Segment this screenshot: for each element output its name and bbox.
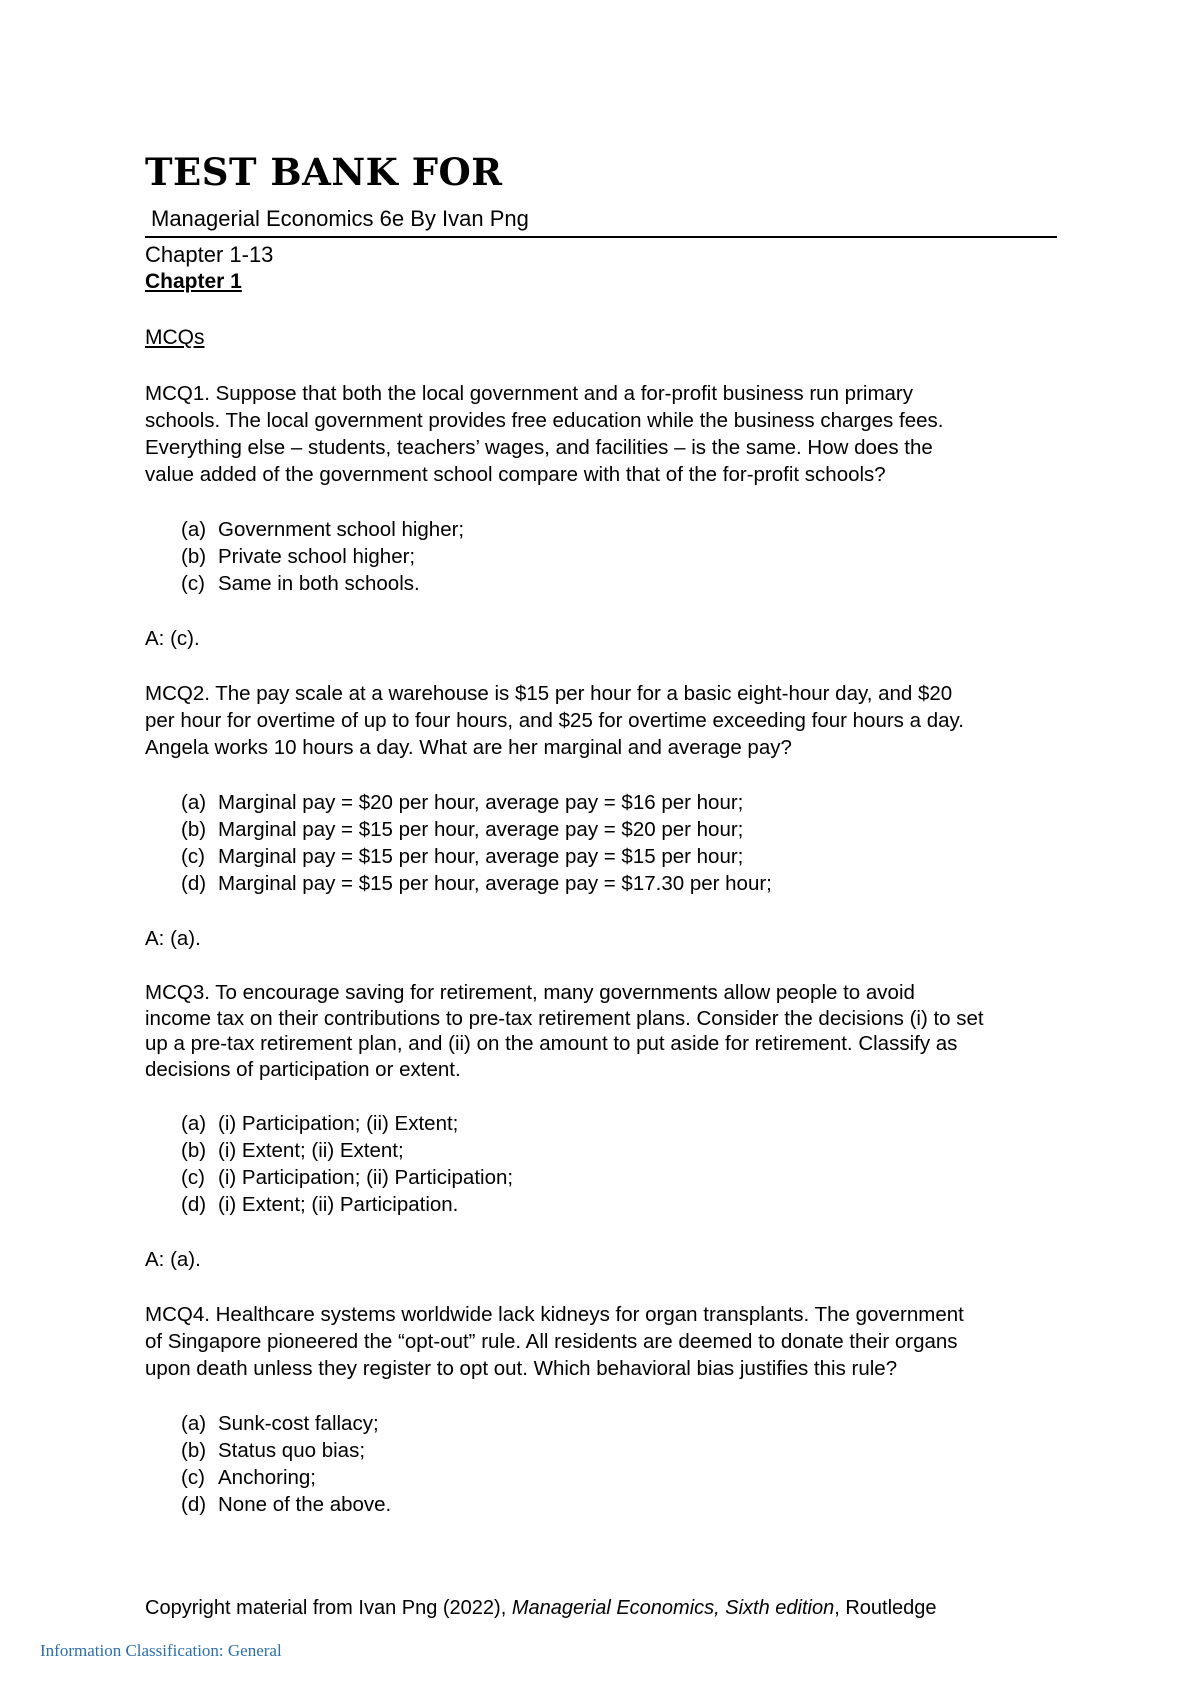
option-letter: (c) <box>181 1466 205 1489</box>
option-text: (i) Participation; (ii) Extent; <box>218 1112 459 1135</box>
option-letter: (a) <box>181 791 207 814</box>
option-letter: (b) <box>181 545 207 568</box>
copyright-footer <box>145 1596 937 1620</box>
option-text: (i) Extent; (ii) Extent; <box>218 1139 404 1162</box>
option-text: Government school higher; <box>218 518 465 541</box>
question-text: MCQ3. To encourage saving for retirement, many governments allow people to avoid income tax on their contributions to pre-tax retirement plans. Consider the decisions (i) to set up a pre-tax retirement plan, and (ii) on the amount to put aside for retirement. Classify as decisions of participation or extent. <box>145 981 984 1081</box>
footer-suffix: , Routledge <box>834 1597 937 1619</box>
question-text: MCQ1. Suppose that both the local government and a for-profit business run primary schools. The local government provides free education while the business charges fees. Everything else – students, teachers’ wages, and facilities – is the same. How does the value added of the government school compare with that of the for-profit schools? <box>145 382 944 486</box>
options-list <box>145 1410 1065 1518</box>
option-text: Marginal pay = $15 per hour, average pay = $20 per hour; <box>218 818 744 841</box>
option-letter: (a) <box>181 518 207 541</box>
option-item <box>181 789 1065 816</box>
question-block <box>145 380 1065 652</box>
option-letter: (b) <box>181 1439 207 1462</box>
option-item <box>181 1437 1065 1464</box>
option-item <box>181 816 1065 843</box>
chapter-range: Chapter 1-13 <box>145 242 274 267</box>
option-item <box>181 516 1065 543</box>
option-letter: (c) <box>181 1166 205 1189</box>
option-letter: (d) <box>181 872 207 895</box>
option-text: Marginal pay = $20 per hour, average pay = $16 per hour; <box>218 791 744 814</box>
questions-list <box>145 380 1065 1546</box>
option-item <box>181 543 1065 570</box>
chapter-heading: Chapter 1 <box>145 270 242 293</box>
option-item <box>181 1137 1065 1164</box>
option-text: Sunk-cost fallacy; <box>218 1412 379 1435</box>
option-item <box>181 870 1065 897</box>
answer-text: A: (a). <box>145 927 201 950</box>
document-title: TEST BANK FOR <box>145 150 503 194</box>
option-text: Marginal pay = $15 per hour, average pay = $17.30 per hour; <box>218 872 772 895</box>
option-text: Marginal pay = $15 per hour, average pay = $15 per hour; <box>218 845 744 868</box>
options-list <box>145 516 1065 597</box>
option-item <box>181 1191 1065 1218</box>
option-text: Private school higher; <box>218 545 416 568</box>
answer-text: A: (c). <box>145 627 200 650</box>
answer-text: A: (a). <box>145 1248 201 1271</box>
option-item <box>181 1110 1065 1137</box>
option-item <box>181 843 1065 870</box>
option-letter: (c) <box>181 572 205 595</box>
option-text: None of the above. <box>218 1493 392 1516</box>
option-item <box>181 570 1065 597</box>
question-block <box>145 980 1065 1273</box>
option-text: Anchoring; <box>218 1466 317 1489</box>
option-item <box>181 1464 1065 1491</box>
question-text: MCQ2. The pay scale at a warehouse is $15 per hour for a basic eight-hour day, and $20 per hour for overtime of up to four hours, and $25 for overtime exceeding four hours a day. Angela works 10 hours a day. What are her marginal and average pay? <box>145 682 964 759</box>
footer-prefix: Copyright material from Ivan Png (2022), <box>145 1597 512 1619</box>
question-block <box>145 1301 1065 1518</box>
title-divider <box>145 236 1057 238</box>
option-text: Same in both schools. <box>218 572 420 595</box>
option-letter: (a) <box>181 1112 207 1135</box>
option-item <box>181 1491 1065 1518</box>
option-letter: (b) <box>181 1139 207 1162</box>
option-letter: (d) <box>181 1493 207 1516</box>
option-text: (i) Extent; (ii) Participation. <box>218 1193 459 1216</box>
section-heading: MCQs <box>145 326 205 349</box>
option-letter: (d) <box>181 1193 207 1216</box>
option-letter: (a) <box>181 1412 207 1435</box>
options-list <box>145 1110 1065 1218</box>
option-item <box>181 1164 1065 1191</box>
classification-label: Information Classification: General <box>40 1641 282 1660</box>
option-text: Status quo bias; <box>218 1439 366 1462</box>
question-block <box>145 680 1065 952</box>
document-subtitle: Managerial Economics 6e By Ivan Png <box>151 206 529 231</box>
options-list <box>145 789 1065 897</box>
option-letter: (c) <box>181 845 205 868</box>
option-text: (i) Participation; (ii) Participation; <box>218 1166 514 1189</box>
option-letter: (b) <box>181 818 207 841</box>
option-item <box>181 1410 1065 1437</box>
footer-book-title: Managerial Economics, Sixth edition <box>511 1597 835 1619</box>
question-text: MCQ4. Healthcare systems worldwide lack kidneys for organ transplants. The government of Singapore pioneered the “opt-out” rule. All residents are deemed to donate their organs upon death unless they register to opt out. Which behavioral bias justifies this rule? <box>145 1303 964 1380</box>
